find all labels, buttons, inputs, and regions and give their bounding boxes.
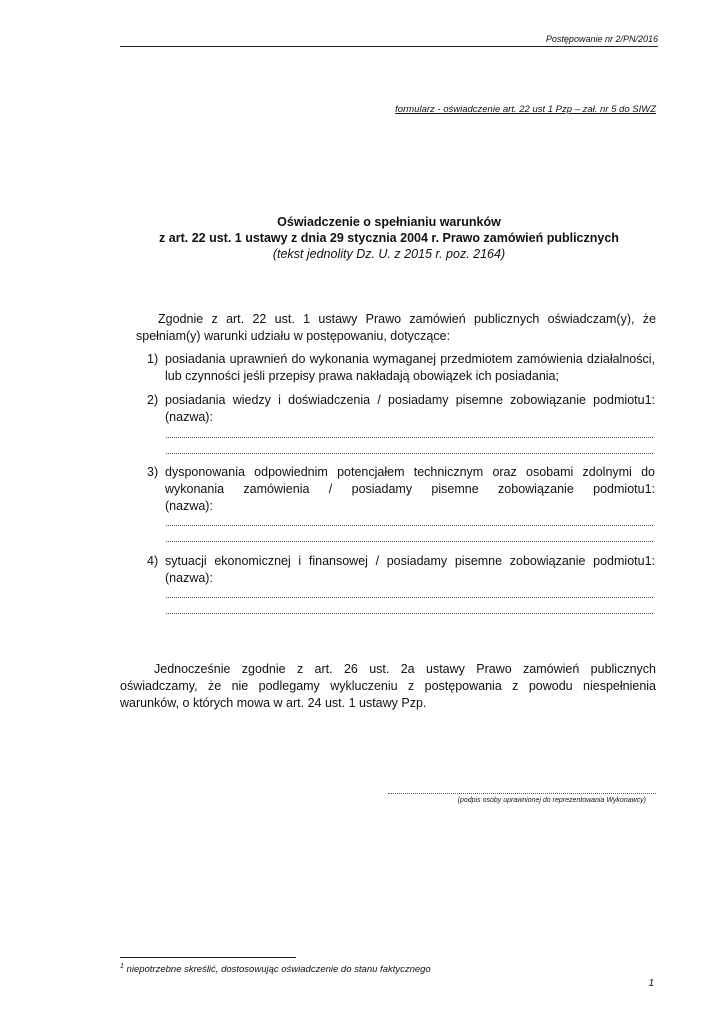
blank-line [166,613,653,614]
page-number: 1 [648,978,654,989]
item-text-line: posiadania wiedzy i doświadczenia / posiadamy pisemne zobowiązanie podmiotu1: [165,393,655,407]
footnote-text: niepotrzebne skreślić, dostosowując oświadczenie do stanu faktycznego [126,964,431,976]
item-number: 3) [147,465,159,479]
form-reference: formularz - oświadczenie art. 22 ust 1 Pzp – zał. nr 5 do SIWZ [395,104,656,115]
title-line-2: z art. 22 ust. 1 ustawy z dnia 29 stycznia 2004 r. Prawo zamówień publicznych [159,231,619,245]
condition-item-4 [147,553,655,587]
item-text-line: wykonania zamówienia / posiadamy pisemne zobowiązanie podmiotu1: [165,482,655,496]
condition-item-1 [147,351,655,385]
item-number: 4) [147,554,159,568]
footnote-rule [120,957,296,958]
blank-line [166,437,653,438]
closing-paragraph: Jednocześnie zgodnie z art. 26 ust. 2a ustawy Prawo zamówień publicznych oświadczamy, że nie podlegamy wykluczeniu z postępowania z powodu niespełnienia warunków, o których mowa w art. 24 ust. 1 ustawy Pzp. [120,662,656,710]
blank-line [166,525,653,526]
item-text-line: (nazwa): [165,499,213,513]
blank-line [166,541,653,542]
blank-line [166,453,653,454]
intro-paragraph: Zgodnie z art. 22 ust. 1 ustawy Prawo zamówień publicznych oświadczam(y), że spełniam(y) warunki udziału w postępowaniu, dotyczące: [136,312,656,343]
item-text-line: lub czynności jeśli przepisy prawa nakładają obowiązek ich posiadania; [165,369,559,383]
signature-line [388,793,656,794]
item-text-line: (nazwa): [165,410,213,424]
condition-item-2 [147,392,655,426]
title-line-1: Oświadczenie o spełnianiu warunków [277,215,501,229]
item-text-line: (nazwa): [165,571,213,585]
footnote [120,963,431,975]
header-rule [120,46,658,47]
item-number: 2) [147,393,159,407]
item-text [165,351,655,385]
blank-line [166,597,653,598]
item-text-line: dysponowania odpowiednim potencjałem technicznym oraz osobami zdolnymi do [165,465,655,479]
document-reference-number: Postępowanie nr 2/PN/2016 [545,34,658,44]
item-text-line: posiadania uprawnień do wykonania wymaganej przedmiotem zamówienia działalności, [165,352,655,366]
item-text-line: sytuacji ekonomicznej i finansowej / posiadamy pisemne zobowiązanie podmiotu1: [165,554,655,568]
item-text [165,392,655,426]
document-title [120,214,658,262]
item-text [165,553,655,587]
footnote-marker: 1 [120,963,124,970]
title-line-3: (tekst jednolity Dz. U. z 2015 r. poz. 2164) [272,247,506,261]
signature-caption: (podpis osoby uprawnionej do reprezentowania Wykonawcy) [457,797,646,804]
condition-item-3 [147,464,655,515]
item-text [165,464,655,515]
item-number: 1) [147,352,159,366]
